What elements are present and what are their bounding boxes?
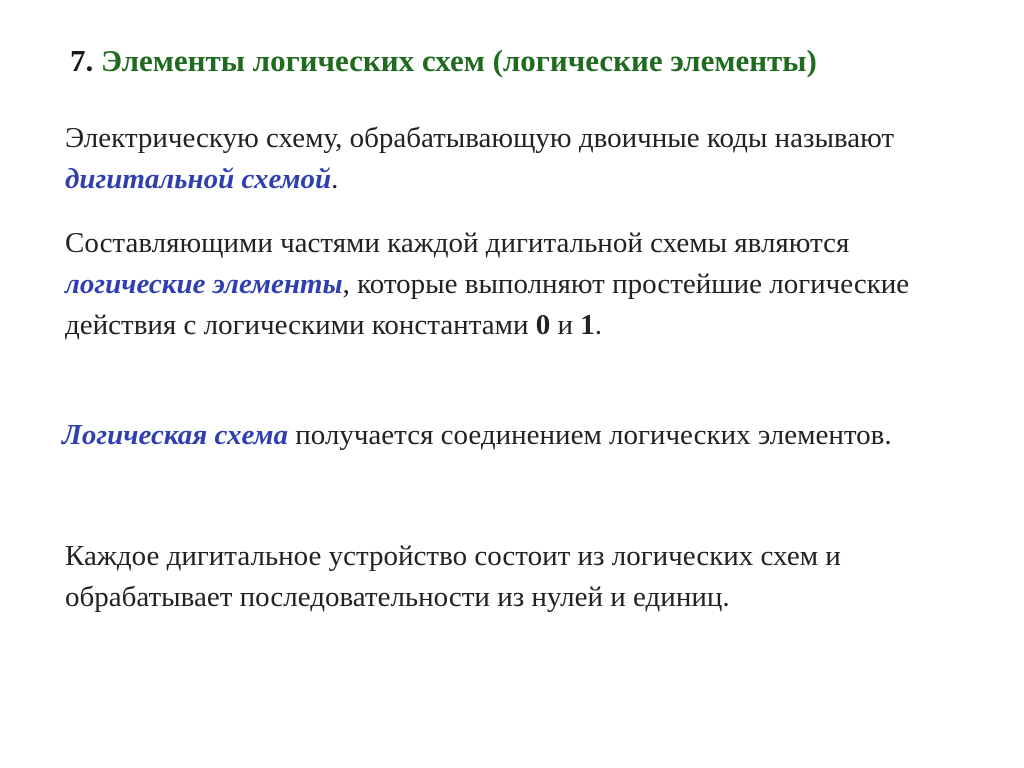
p2-text-1: Составляющими частями каждой дигитальной схемы являются — [65, 227, 850, 259]
paragraph-digital-device — [65, 536, 945, 618]
title-text: Элементы логических схем (логические элементы) — [93, 43, 817, 78]
paragraph-digital-circuit — [65, 118, 945, 200]
paragraph-logic-elements — [65, 223, 945, 346]
slide-title — [70, 42, 970, 80]
p2-text-4: . — [594, 309, 603, 341]
title-number: 7. — [70, 43, 94, 78]
p4-text: Каждое дигитальное устройство состоит из логических схем и обрабатывает последовательности из нулей и единиц. — [65, 540, 841, 613]
p1-text-2: . — [331, 163, 339, 195]
constant-one: 1 — [580, 309, 595, 341]
p2-text-3: и — [550, 309, 581, 341]
p3-text-1: получается соединением логических элементов. — [287, 419, 892, 451]
paragraph-logic-circuit — [62, 415, 942, 456]
term-logic-circuit: Логическая схема — [62, 419, 288, 451]
p1-text-1: Электрическую схему, обрабатывающую двоичные коды называют — [65, 122, 895, 154]
constant-zero: 0 — [535, 309, 551, 341]
term-digital-circuit: дигитальной схемой — [65, 163, 332, 195]
p2-text-2: , которые выполняют простейшие логические действия с логическими константами — [65, 268, 910, 341]
term-logic-elements: логические элементы — [65, 268, 343, 300]
